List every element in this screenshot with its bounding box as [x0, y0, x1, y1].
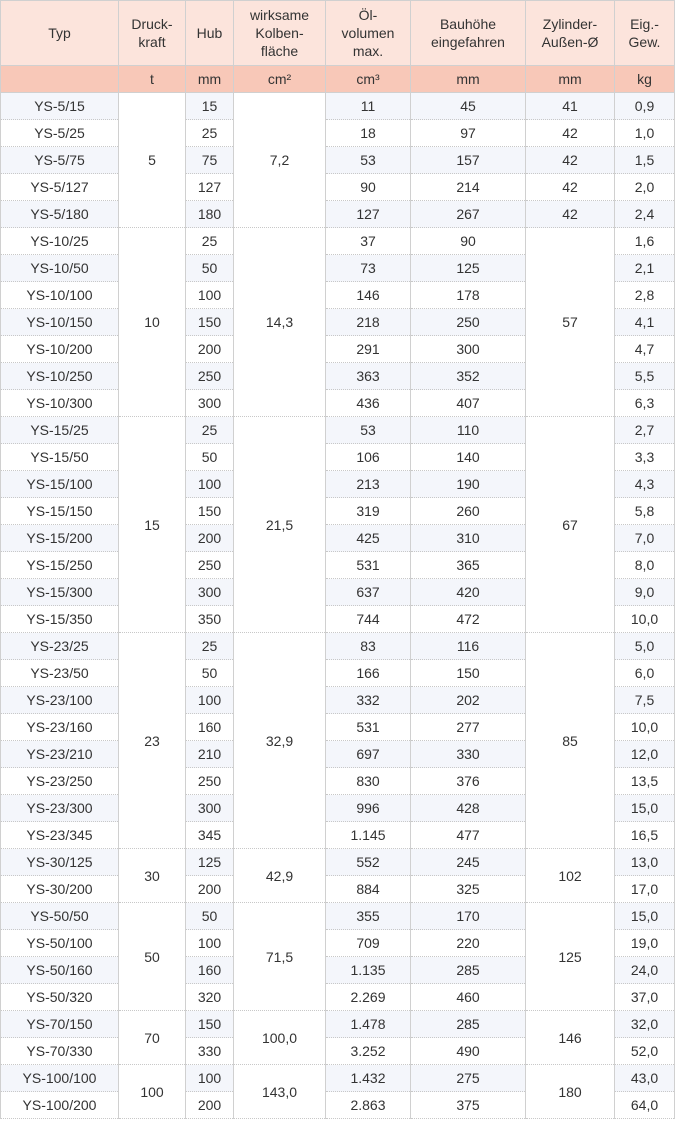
cell-oelvolumen: 90 [326, 174, 411, 201]
cell-hub: 300 [186, 795, 234, 822]
cell-eigengewicht: 10,0 [615, 714, 675, 741]
cell-typ: YS-5/75 [1, 147, 119, 174]
cell-bauhoehe: 477 [411, 822, 526, 849]
cell-hub: 50 [186, 255, 234, 282]
cell-hub: 160 [186, 714, 234, 741]
cell-hub: 100 [186, 930, 234, 957]
cell-typ: YS-100/200 [1, 1092, 119, 1119]
cell-bauhoehe: 190 [411, 471, 526, 498]
cell-zylinder-aussen: 42 [526, 147, 615, 174]
cell-zylinder-aussen: 42 [526, 174, 615, 201]
cell-oelvolumen: 166 [326, 660, 411, 687]
cell-hub: 160 [186, 957, 234, 984]
cell-bauhoehe: 310 [411, 525, 526, 552]
cell-eigengewicht: 5,5 [615, 363, 675, 390]
cell-druckkraft: 100 [119, 1065, 186, 1119]
cell-eigengewicht: 7,0 [615, 525, 675, 552]
cell-kolbenflaeche: 32,9 [234, 633, 326, 849]
cell-bauhoehe: 140 [411, 444, 526, 471]
cell-oelvolumen: 213 [326, 471, 411, 498]
cell-oelvolumen: 319 [326, 498, 411, 525]
cell-oelvolumen: 18 [326, 120, 411, 147]
cell-oelvolumen: 744 [326, 606, 411, 633]
table-row [1, 120, 675, 147]
cell-typ: YS-15/200 [1, 525, 119, 552]
cell-hub: 250 [186, 768, 234, 795]
cell-druckkraft: 23 [119, 633, 186, 849]
cell-typ: YS-5/15 [1, 93, 119, 120]
cell-zylinder-aussen: 57 [526, 228, 615, 417]
cell-bauhoehe: 420 [411, 579, 526, 606]
cell-eigengewicht: 2,0 [615, 174, 675, 201]
table-row [1, 1011, 675, 1038]
cell-typ: YS-30/200 [1, 876, 119, 903]
cell-zylinder-aussen: 125 [526, 903, 615, 1011]
cell-eigengewicht: 5,8 [615, 498, 675, 525]
cell-hub: 127 [186, 174, 234, 201]
cell-hub: 100 [186, 282, 234, 309]
cell-eigengewicht: 37,0 [615, 984, 675, 1011]
unit-zylinder-aussen: mm [526, 66, 615, 93]
cell-oelvolumen: 73 [326, 255, 411, 282]
cell-oelvolumen: 552 [326, 849, 411, 876]
cell-bauhoehe: 428 [411, 795, 526, 822]
cell-typ: YS-23/210 [1, 741, 119, 768]
cell-typ: YS-23/100 [1, 687, 119, 714]
cell-hub: 200 [186, 336, 234, 363]
cell-druckkraft: 70 [119, 1011, 186, 1065]
cell-eigengewicht: 19,0 [615, 930, 675, 957]
cell-eigengewicht: 2,8 [615, 282, 675, 309]
cell-typ: YS-5/25 [1, 120, 119, 147]
cell-oelvolumen: 37 [326, 228, 411, 255]
cell-oelvolumen: 531 [326, 714, 411, 741]
cell-bauhoehe: 472 [411, 606, 526, 633]
table-row [1, 147, 675, 174]
cell-hub: 200 [186, 876, 234, 903]
cell-oelvolumen: 996 [326, 795, 411, 822]
cell-bauhoehe: 365 [411, 552, 526, 579]
cell-typ: YS-10/100 [1, 282, 119, 309]
cell-hub: 50 [186, 903, 234, 930]
cell-bauhoehe: 277 [411, 714, 526, 741]
cell-oelvolumen: 1.135 [326, 957, 411, 984]
table-row [1, 1065, 675, 1092]
cell-typ: YS-23/300 [1, 795, 119, 822]
cell-typ: YS-23/50 [1, 660, 119, 687]
cell-hub: 300 [186, 579, 234, 606]
header-kolbenflaeche: wirksame Kolben- fläche [234, 1, 326, 66]
cell-eigengewicht: 17,0 [615, 876, 675, 903]
cell-eigengewicht: 9,0 [615, 579, 675, 606]
unit-druckkraft: t [119, 66, 186, 93]
cell-typ: YS-15/250 [1, 552, 119, 579]
cell-hub: 25 [186, 228, 234, 255]
cell-bauhoehe: 285 [411, 1011, 526, 1038]
cell-hub: 100 [186, 1065, 234, 1092]
cell-hub: 320 [186, 984, 234, 1011]
unit-bauhoehe: mm [411, 66, 526, 93]
cell-eigengewicht: 64,0 [615, 1092, 675, 1119]
cell-typ: YS-10/50 [1, 255, 119, 282]
cell-hub: 75 [186, 147, 234, 174]
cell-bauhoehe: 125 [411, 255, 526, 282]
table-row [1, 903, 675, 930]
cell-typ: YS-15/150 [1, 498, 119, 525]
cell-bauhoehe: 220 [411, 930, 526, 957]
header-oelvolumen: Öl- volumen max. [326, 1, 411, 66]
cell-eigengewicht: 6,3 [615, 390, 675, 417]
cell-eigengewicht: 13,5 [615, 768, 675, 795]
cell-bauhoehe: 267 [411, 201, 526, 228]
cell-oelvolumen: 697 [326, 741, 411, 768]
cell-oelvolumen: 531 [326, 552, 411, 579]
unit-eigengewicht: kg [615, 66, 675, 93]
cell-eigengewicht: 5,0 [615, 633, 675, 660]
cell-eigengewicht: 12,0 [615, 741, 675, 768]
unit-typ [1, 66, 119, 93]
header-hub: Hub [186, 1, 234, 66]
cell-bauhoehe: 490 [411, 1038, 526, 1065]
cell-typ: YS-70/150 [1, 1011, 119, 1038]
cell-eigengewicht: 43,0 [615, 1065, 675, 1092]
cell-zylinder-aussen: 42 [526, 120, 615, 147]
cell-druckkraft: 5 [119, 93, 186, 228]
cell-typ: YS-15/50 [1, 444, 119, 471]
cell-hub: 15 [186, 93, 234, 120]
cell-eigengewicht: 15,0 [615, 903, 675, 930]
cell-oelvolumen: 1.432 [326, 1065, 411, 1092]
table-row [1, 228, 675, 255]
cell-eigengewicht: 2,7 [615, 417, 675, 444]
cell-typ: YS-30/125 [1, 849, 119, 876]
cell-hub: 25 [186, 120, 234, 147]
cell-druckkraft: 50 [119, 903, 186, 1011]
cell-hub: 250 [186, 363, 234, 390]
cell-zylinder-aussen: 67 [526, 417, 615, 633]
cell-bauhoehe: 250 [411, 309, 526, 336]
cell-hub: 180 [186, 201, 234, 228]
cell-hub: 50 [186, 444, 234, 471]
cell-hub: 210 [186, 741, 234, 768]
cell-bauhoehe: 178 [411, 282, 526, 309]
cell-oelvolumen: 11 [326, 93, 411, 120]
cell-hub: 345 [186, 822, 234, 849]
table-row [1, 93, 675, 120]
cell-zylinder-aussen: 41 [526, 93, 615, 120]
cell-eigengewicht: 13,0 [615, 849, 675, 876]
cell-eigengewicht: 24,0 [615, 957, 675, 984]
cell-typ: YS-15/25 [1, 417, 119, 444]
cell-bauhoehe: 407 [411, 390, 526, 417]
cell-oelvolumen: 127 [326, 201, 411, 228]
cell-bauhoehe: 300 [411, 336, 526, 363]
cell-druckkraft: 10 [119, 228, 186, 417]
cell-hub: 300 [186, 390, 234, 417]
cell-oelvolumen: 218 [326, 309, 411, 336]
cell-eigengewicht: 15,0 [615, 795, 675, 822]
cell-bauhoehe: 45 [411, 93, 526, 120]
cell-bauhoehe: 157 [411, 147, 526, 174]
cell-bauhoehe: 202 [411, 687, 526, 714]
cell-hub: 50 [186, 660, 234, 687]
cell-eigengewicht: 8,0 [615, 552, 675, 579]
cell-oelvolumen: 1.145 [326, 822, 411, 849]
cell-oelvolumen: 83 [326, 633, 411, 660]
cell-eigengewicht: 6,0 [615, 660, 675, 687]
cell-zylinder-aussen: 102 [526, 849, 615, 903]
cell-typ: YS-10/25 [1, 228, 119, 255]
cell-typ: YS-5/127 [1, 174, 119, 201]
cell-eigengewicht: 7,5 [615, 687, 675, 714]
header-bauhoehe: Bauhöhe eingefahren [411, 1, 526, 66]
cell-hub: 200 [186, 1092, 234, 1119]
unit-hub: mm [186, 66, 234, 93]
table-row [1, 174, 675, 201]
unit-kolbenflaeche: cm² [234, 66, 326, 93]
cell-bauhoehe: 375 [411, 1092, 526, 1119]
cell-oelvolumen: 830 [326, 768, 411, 795]
cell-typ: YS-50/160 [1, 957, 119, 984]
cell-kolbenflaeche: 7,2 [234, 93, 326, 228]
cell-zylinder-aussen: 85 [526, 633, 615, 849]
cell-bauhoehe: 116 [411, 633, 526, 660]
cell-druckkraft: 30 [119, 849, 186, 903]
cell-oelvolumen: 1.478 [326, 1011, 411, 1038]
cell-bauhoehe: 150 [411, 660, 526, 687]
cell-oelvolumen: 291 [326, 336, 411, 363]
cell-hub: 100 [186, 471, 234, 498]
cell-bauhoehe: 260 [411, 498, 526, 525]
cell-oelvolumen: 709 [326, 930, 411, 957]
cell-eigengewicht: 4,3 [615, 471, 675, 498]
cell-kolbenflaeche: 42,9 [234, 849, 326, 903]
cell-bauhoehe: 110 [411, 417, 526, 444]
cell-bauhoehe: 214 [411, 174, 526, 201]
cell-bauhoehe: 97 [411, 120, 526, 147]
cell-zylinder-aussen: 180 [526, 1065, 615, 1119]
cell-oelvolumen: 332 [326, 687, 411, 714]
cell-oelvolumen: 355 [326, 903, 411, 930]
cell-hub: 150 [186, 309, 234, 336]
cell-typ: YS-23/25 [1, 633, 119, 660]
cell-typ: YS-70/330 [1, 1038, 119, 1065]
header-eigengewicht: Eig.- Gew. [615, 1, 675, 66]
cell-typ: YS-15/300 [1, 579, 119, 606]
cell-kolbenflaeche: 14,3 [234, 228, 326, 417]
cell-zylinder-aussen: 42 [526, 201, 615, 228]
cell-oelvolumen: 2.863 [326, 1092, 411, 1119]
cell-hub: 100 [186, 687, 234, 714]
cell-hub: 150 [186, 1011, 234, 1038]
cell-oelvolumen: 436 [326, 390, 411, 417]
cell-bauhoehe: 285 [411, 957, 526, 984]
cell-typ: YS-10/250 [1, 363, 119, 390]
cell-hub: 125 [186, 849, 234, 876]
cell-typ: YS-100/100 [1, 1065, 119, 1092]
cell-typ: YS-10/300 [1, 390, 119, 417]
cell-druckkraft: 15 [119, 417, 186, 633]
cell-typ: YS-50/100 [1, 930, 119, 957]
cell-eigengewicht: 1,6 [615, 228, 675, 255]
cell-typ: YS-23/160 [1, 714, 119, 741]
cell-bauhoehe: 460 [411, 984, 526, 1011]
cell-eigengewicht: 32,0 [615, 1011, 675, 1038]
cell-oelvolumen: 2.269 [326, 984, 411, 1011]
cell-eigengewicht: 10,0 [615, 606, 675, 633]
cell-typ: YS-15/100 [1, 471, 119, 498]
cell-hub: 200 [186, 525, 234, 552]
cell-hub: 330 [186, 1038, 234, 1065]
cell-eigengewicht: 2,1 [615, 255, 675, 282]
cell-kolbenflaeche: 143,0 [234, 1065, 326, 1119]
cell-bauhoehe: 170 [411, 903, 526, 930]
cell-eigengewicht: 0,9 [615, 93, 675, 120]
cell-eigengewicht: 1,5 [615, 147, 675, 174]
cell-hub: 25 [186, 633, 234, 660]
table-row [1, 633, 675, 660]
cell-bauhoehe: 325 [411, 876, 526, 903]
cell-hub: 350 [186, 606, 234, 633]
cell-hub: 25 [186, 417, 234, 444]
cell-kolbenflaeche: 71,5 [234, 903, 326, 1011]
cell-eigengewicht: 52,0 [615, 1038, 675, 1065]
cell-typ: YS-5/180 [1, 201, 119, 228]
cell-kolbenflaeche: 21,5 [234, 417, 326, 633]
unit-oelvolumen: cm³ [326, 66, 411, 93]
cell-oelvolumen: 146 [326, 282, 411, 309]
cell-typ: YS-10/200 [1, 336, 119, 363]
cell-oelvolumen: 3.252 [326, 1038, 411, 1065]
units-row [1, 66, 675, 93]
cell-typ: YS-23/250 [1, 768, 119, 795]
header-zylinder-aussen: Zylinder- Außen-Ø [526, 1, 615, 66]
table-row [1, 849, 675, 876]
cell-oelvolumen: 884 [326, 876, 411, 903]
cell-oelvolumen: 53 [326, 147, 411, 174]
header-druckkraft: Druck- kraft [119, 1, 186, 66]
cell-typ: YS-50/320 [1, 984, 119, 1011]
header-row [1, 1, 675, 66]
cell-eigengewicht: 4,7 [615, 336, 675, 363]
cell-bauhoehe: 330 [411, 741, 526, 768]
cell-bauhoehe: 352 [411, 363, 526, 390]
cell-bauhoehe: 245 [411, 849, 526, 876]
table-body [1, 93, 675, 1119]
cell-oelvolumen: 53 [326, 417, 411, 444]
cell-eigengewicht: 16,5 [615, 822, 675, 849]
table-row [1, 201, 675, 228]
cell-hub: 250 [186, 552, 234, 579]
cell-eigengewicht: 2,4 [615, 201, 675, 228]
cell-bauhoehe: 376 [411, 768, 526, 795]
cell-typ: YS-10/150 [1, 309, 119, 336]
cell-typ: YS-15/350 [1, 606, 119, 633]
cell-oelvolumen: 106 [326, 444, 411, 471]
cell-oelvolumen: 363 [326, 363, 411, 390]
cell-zylinder-aussen: 146 [526, 1011, 615, 1065]
header-typ: Typ [1, 1, 119, 66]
cell-eigengewicht: 4,1 [615, 309, 675, 336]
cell-bauhoehe: 90 [411, 228, 526, 255]
cell-hub: 150 [186, 498, 234, 525]
cell-oelvolumen: 425 [326, 525, 411, 552]
cell-oelvolumen: 637 [326, 579, 411, 606]
cell-typ: YS-23/345 [1, 822, 119, 849]
cell-bauhoehe: 275 [411, 1065, 526, 1092]
cell-eigengewicht: 3,3 [615, 444, 675, 471]
cell-kolbenflaeche: 100,0 [234, 1011, 326, 1065]
table-row [1, 417, 675, 444]
cell-eigengewicht: 1,0 [615, 120, 675, 147]
cell-typ: YS-50/50 [1, 903, 119, 930]
